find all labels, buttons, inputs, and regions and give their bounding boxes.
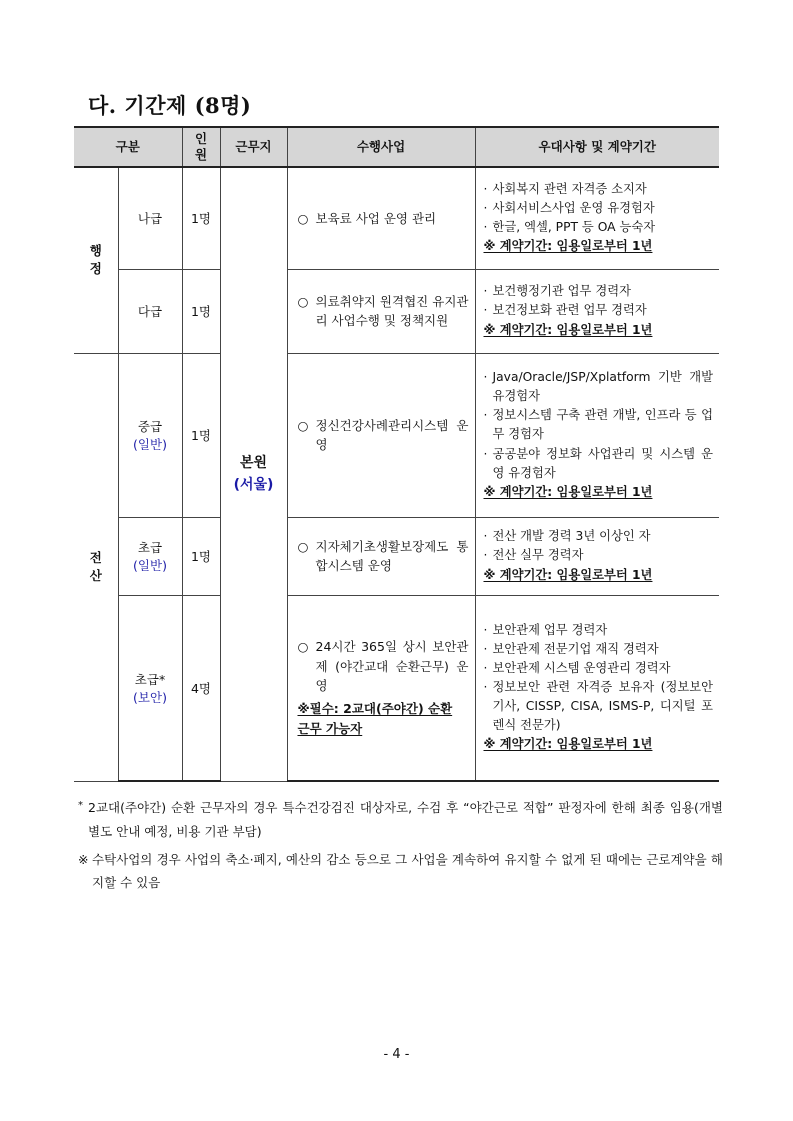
workplace-location: (서울): [233, 477, 274, 494]
grade-subtype: (보안): [133, 689, 167, 705]
bullet: ·: [483, 201, 488, 216]
bullet: ·: [483, 220, 488, 235]
requirement-text: 한글, 엑셀, PPT 등 OA 능숙자: [492, 220, 656, 235]
table-header-row: [74, 127, 719, 167]
table-row: [74, 517, 719, 595]
task-marker: ○: [297, 639, 309, 655]
requirement-text: 보안관제 시스템 운영관리 경력자: [492, 661, 671, 676]
task-text: 지자체기초생활보장제도 통합시스템 운영: [315, 538, 469, 573]
bullet: ·: [483, 284, 488, 299]
task-marker: ○: [297, 417, 309, 433]
requirement-item: [484, 527, 714, 546]
requirements-cell: [475, 167, 719, 269]
task-marker: ○: [297, 293, 309, 309]
requirements-cell: [475, 595, 719, 781]
grade-cell: [118, 517, 182, 595]
requirement-item: [484, 621, 714, 640]
bullet: ·: [483, 182, 488, 197]
headcount-cell: 1명: [182, 167, 220, 269]
bullet: ·: [483, 446, 488, 461]
grade-label: 나급: [137, 211, 163, 227]
bullet: ·: [483, 548, 488, 563]
bullet: ·: [483, 623, 488, 638]
footnote-text: 2교대(주야간) 순환 근무자의 경우 특수건강검진 대상자로, 수검 후 “야간근로 적합” 판정자에 한해 최종 임용(개별 별도 안내 예정, 비용 기관 부담): [88, 800, 723, 839]
task-text: 정신건강사례관리시스템 운영: [315, 417, 469, 452]
table-row: [74, 353, 719, 517]
requirement-item: [484, 368, 714, 406]
headcount-cell: 4명: [182, 595, 220, 781]
grade-subtype: (일반): [133, 558, 167, 573]
task-cell: [287, 517, 475, 595]
bullet: ·: [483, 370, 488, 385]
requirement-text: 정보보안 관련 자격증 보유자 (정보보안기사, CISSP, CISA, ISMS-P, 디지털 포렌식 전문가): [492, 680, 713, 733]
header-task: 수행사업: [287, 127, 475, 167]
grade-cell: [118, 269, 182, 353]
group-admin: 행 정: [74, 167, 118, 353]
contract-term: ※ 계약기간: 임용일로부터 1년: [483, 239, 653, 254]
bullet: ·: [483, 661, 488, 676]
section-title: 다. 기간제 (8명): [88, 93, 252, 118]
workplace-name: 본원: [239, 454, 268, 471]
recruitment-table: [74, 126, 719, 782]
header-workplace: 근무지: [220, 127, 287, 167]
requirement-item: [484, 640, 714, 659]
task-requirement-note: ※필수: 2교대(주야간) 순환 근무 가능자: [297, 701, 453, 736]
requirement-item: [484, 445, 714, 483]
requirement-item: [484, 282, 714, 301]
bullet: ·: [483, 642, 488, 657]
requirement-text: 전산 실무 경력자: [492, 548, 584, 563]
requirement-text: 정보시스템 구축 관련 개발, 인프라 등 업무 경험자: [492, 408, 713, 442]
task-cell: [287, 167, 475, 269]
table-row: [74, 595, 719, 781]
requirement-text: 보안관제 전문기업 재직 경력자: [492, 642, 659, 657]
page-number: - 4 -: [383, 1047, 410, 1062]
requirements-cell: [475, 517, 719, 595]
group-it: 전 산: [74, 353, 118, 781]
task-text: 24시간 365일 상시 보안관제 (야간교대 순환근무) 운영: [315, 639, 469, 694]
requirement-text: 보건행정기관 업무 경력자: [492, 284, 631, 299]
task-cell: [287, 269, 475, 353]
task-text: 보육료 사업 운영 관리: [315, 210, 437, 226]
contract-term: ※ 계약기간: 임용일로부터 1년: [483, 322, 653, 337]
requirement-text: 보건정보화 관련 업무 경력자: [492, 303, 647, 318]
requirement-item: [484, 180, 714, 199]
contract-term: ※ 계약기간: 임용일로부터 1년: [483, 737, 653, 752]
table-row: [74, 167, 719, 269]
requirement-text: 전산 개발 경력 3년 이상인 자: [492, 529, 651, 544]
bullet: ·: [483, 529, 488, 544]
grade-label: 초급*: [134, 671, 166, 687]
bullet: ·: [483, 303, 488, 318]
header-category: 구분: [74, 127, 182, 167]
workplace-cell: [220, 167, 287, 781]
table-row: [74, 269, 719, 353]
requirement-item: [484, 301, 714, 320]
bullet: ·: [483, 408, 488, 423]
requirement-item: [484, 218, 714, 237]
task-cell: [287, 353, 475, 517]
requirement-text: Java/Oracle/JSP/Xplatform 기반 개발 유경험자: [492, 370, 713, 404]
requirement-text: 보안관제 업무 경력자: [492, 623, 608, 638]
task-marker: ○: [297, 210, 309, 226]
grade-label: 다급: [137, 304, 163, 319]
requirement-text: 사회복지 관련 자격증 소지자: [492, 182, 647, 197]
requirement-item: [484, 546, 714, 565]
requirements-cell: [475, 269, 719, 353]
grade-label: 중급: [137, 419, 163, 434]
requirement-text: 공공분야 정보화 사업관리 및 시스템 운영 유경험자: [492, 446, 713, 480]
header-requirements: 우대사항 및 계약기간: [475, 127, 719, 167]
note-contract-termination: [78, 848, 723, 896]
footnote-night-shift: [78, 796, 723, 844]
note-text: 수탁사업의 경우 사업의 축소·폐지, 예산의 감소 등으로 그 사업을 계속하여 유지할 수 없게 된 때에는 근로계약을 해지할 수 있음: [92, 851, 723, 891]
task-text: 의료취약지 원격협진 유지관리 사업수행 및 정책지원: [315, 293, 469, 328]
headcount-cell: 1명: [182, 353, 220, 517]
headcount-cell: 1명: [182, 517, 220, 595]
contract-term: ※ 계약기간: 임용일로부터 1년: [483, 484, 653, 499]
requirement-text: 사회서비스사업 운영 유경험자: [492, 201, 655, 216]
grade-cell: [118, 167, 182, 269]
headcount-cell: 1명: [182, 269, 220, 353]
grade-cell: [118, 353, 182, 517]
requirements-cell: [475, 353, 719, 517]
header-headcount: 인 원: [182, 127, 220, 167]
contract-term: ※ 계약기간: 임용일로부터 1년: [483, 567, 653, 582]
note-marker: ※: [78, 851, 89, 867]
grade-subtype: (일반): [133, 437, 167, 452]
requirement-item: [484, 659, 714, 678]
grade-label: 초급: [137, 540, 163, 555]
grade-cell: [118, 595, 182, 781]
footnotes: [78, 796, 723, 895]
task-cell: [287, 595, 475, 781]
task-marker: ○: [297, 538, 309, 554]
requirement-item: [484, 678, 714, 735]
bullet: ·: [483, 680, 488, 695]
requirement-item: [484, 406, 714, 444]
footnote-marker: *: [78, 800, 83, 811]
requirement-item: [484, 199, 714, 218]
